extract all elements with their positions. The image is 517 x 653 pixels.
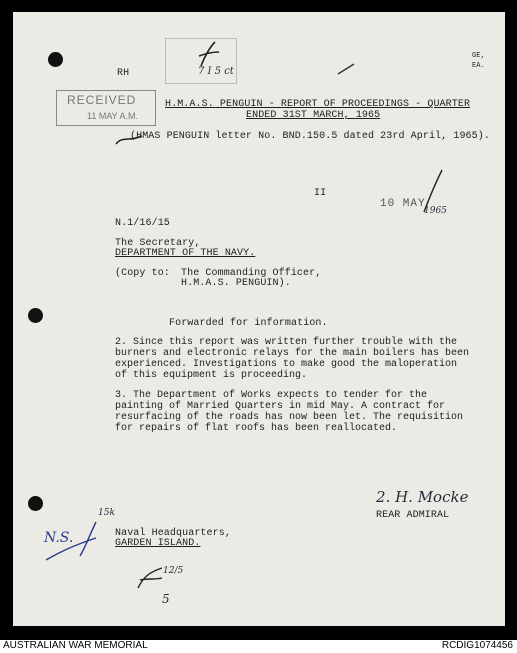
handwritten-blue-scribble — [40, 516, 100, 564]
origin-line1: Naval Headquarters, — [115, 528, 231, 539]
forwarded-line: Forwarded for information. — [169, 318, 328, 329]
edge-text-1: GE, — [472, 52, 485, 60]
punch-hole-bottom — [28, 496, 43, 511]
punch-hole-middle — [28, 308, 43, 323]
paragraph-3: 3. The Department of Works expects to tender for the painting of Married Quarters in mid May. A contract for resurfacing of the roads has now been let. The requisition for repairs of flat roofs has been reallocated. — [115, 390, 464, 434]
rh-label: RH — [117, 68, 130, 79]
handwritten-tick — [114, 132, 144, 148]
copy-to-label: (Copy to: — [115, 268, 170, 279]
report-title-line2: ENDED 31ST MARCH, 1965 — [246, 110, 381, 121]
origin-line2: GARDEN ISLAND. — [115, 538, 201, 549]
handwritten-ns: N.S. — [44, 530, 74, 546]
handwritten-bottom-5: 5 — [162, 592, 170, 606]
received-stamp-date: 11 MAY A.M. — [87, 111, 139, 121]
signature: 2. H. Mocke — [376, 488, 469, 506]
punch-hole-top — [48, 52, 63, 67]
paragraph-2: 2. Since this report was written further trouble with the burners and electronic relays for the main boilers has been experienced. Investigations to make good the maloperation of this equipment is proceeding. — [115, 337, 470, 381]
reference-line: (HMAS PENGUIN letter No. BND.150.5 dated 23rd April, 1965). — [130, 131, 490, 142]
footer-credit: AUSTRALIAN WAR MEMORIAL — [3, 640, 148, 651]
handwritten-bottom-scribble — [136, 566, 166, 592]
addressee-line2: DEPARTMENT OF THE NAVY. — [115, 248, 256, 259]
copy-to-line1: The Commanding Officer, — [181, 268, 322, 279]
copy-to-line2: H.M.A.S. PENGUIN). — [181, 278, 291, 289]
section-number: II — [314, 188, 327, 199]
received-stamp-text: RECEIVED — [67, 93, 137, 107]
addressee-line1: The Secretary, — [115, 238, 201, 249]
edge-text-2: EA. — [472, 62, 485, 70]
report-title-line1: H.M.A.S. PENGUIN - REPORT OF PROCEEDINGS - QUARTER — [165, 99, 471, 110]
handwritten-scribble-top — [195, 38, 225, 70]
footer-id: RCDIG1074456 — [441, 640, 513, 651]
handwritten-year: 1965 — [424, 206, 447, 216]
handwritten-bottom-date: 12/5 — [163, 566, 184, 576]
signature-rank: REAR ADMIRAL — [376, 510, 450, 521]
footer-bar — [0, 640, 517, 653]
pencil-mark — [336, 62, 356, 76]
file-number: N.1/16/15 — [115, 218, 170, 229]
received-stamp — [56, 90, 156, 126]
date-stamp: 10 MAY — [380, 198, 426, 210]
handwritten-slash — [420, 168, 444, 216]
handwritten-number: 15k — [98, 508, 115, 518]
handwritten-top-note: 7 I 5 ct — [198, 66, 234, 77]
